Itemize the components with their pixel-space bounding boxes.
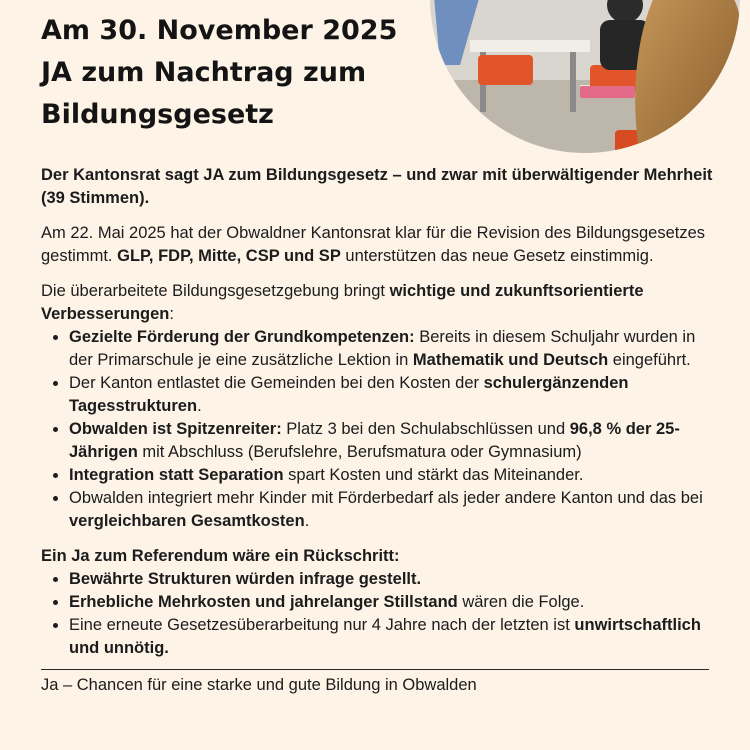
headline-line-3: Bildungsgesetz [41,99,274,130]
headline-line-1: Am 30. November 2025 [41,15,398,46]
classroom-photo [430,0,740,155]
list-item: • Der Kanton entlastet die Gemeinden bei den Kosten der schulergänzenden Tagesstrukturen. [69,372,713,418]
list-item: • Integration statt Separation spart Kosten und stärkt das Miteinander. [69,464,713,487]
list-item: • Obwalden integriert mehr Kinder mit Förderbedarf als jeder andere Kanton und das bei vergleichbaren Gesamtkosten. [69,487,713,533]
benefits-list [41,326,713,533]
divider [41,669,709,670]
list-item: • Obwalden ist Spitzenreiter: Platz 3 bei den Schulabschlüssen und 96,8 % der 25-Jährigen mit Abschluss (Berufslehre, Berufsmatura oder Gymnasium) [69,418,713,464]
list-item: • Bewährte Strukturen würden infrage gestellt. [69,568,713,591]
paragraph-vote: Am 22. Mai 2025 hat der Obwaldner Kantonsrat klar für die Revision des Bildungsgesetzes gestimmt. GLP, FDP, Mitte, CSP und SP unterstützen das neue Gesetz einstimmig. [41,224,706,265]
referendum-list [41,568,713,660]
headline [41,10,441,136]
headline-line-2: JA zum Nachtrag zum [41,57,367,88]
list-item: • Gezielte Förderung der Grundkompetenzen: Bereits in diesem Schuljahr wurden in der Primarschule je eine zusätzliche Lektion in Mathematik und Deutsch eingeführt. [69,326,713,372]
referendum-title: Ein Ja zum Referendum wäre ein Rückschritt: [41,547,400,565]
article-body [41,164,713,697]
footer-slogan: Ja – Chancen für eine starke und gute Bildung in Obwalden [41,676,477,694]
paragraph-improvements: Die überarbeitete Bildungsgesetzgebung bringt wichtige und zukunftsorientierte Verbesserungen: [41,282,644,323]
list-item: • Eine erneute Gesetzesüberarbeitung nur 4 Jahre nach der letzten ist unwirtschaftlich und unnötig. [69,614,713,660]
lead-text: Der Kantonsrat sagt JA zum Bildungsgesetz – und zwar mit überwältigender Mehrheit (39 Stimmen). [41,166,713,207]
list-item: • Erhebliche Mehrkosten und jahrelanger Stillstand wären die Folge. [69,591,713,614]
